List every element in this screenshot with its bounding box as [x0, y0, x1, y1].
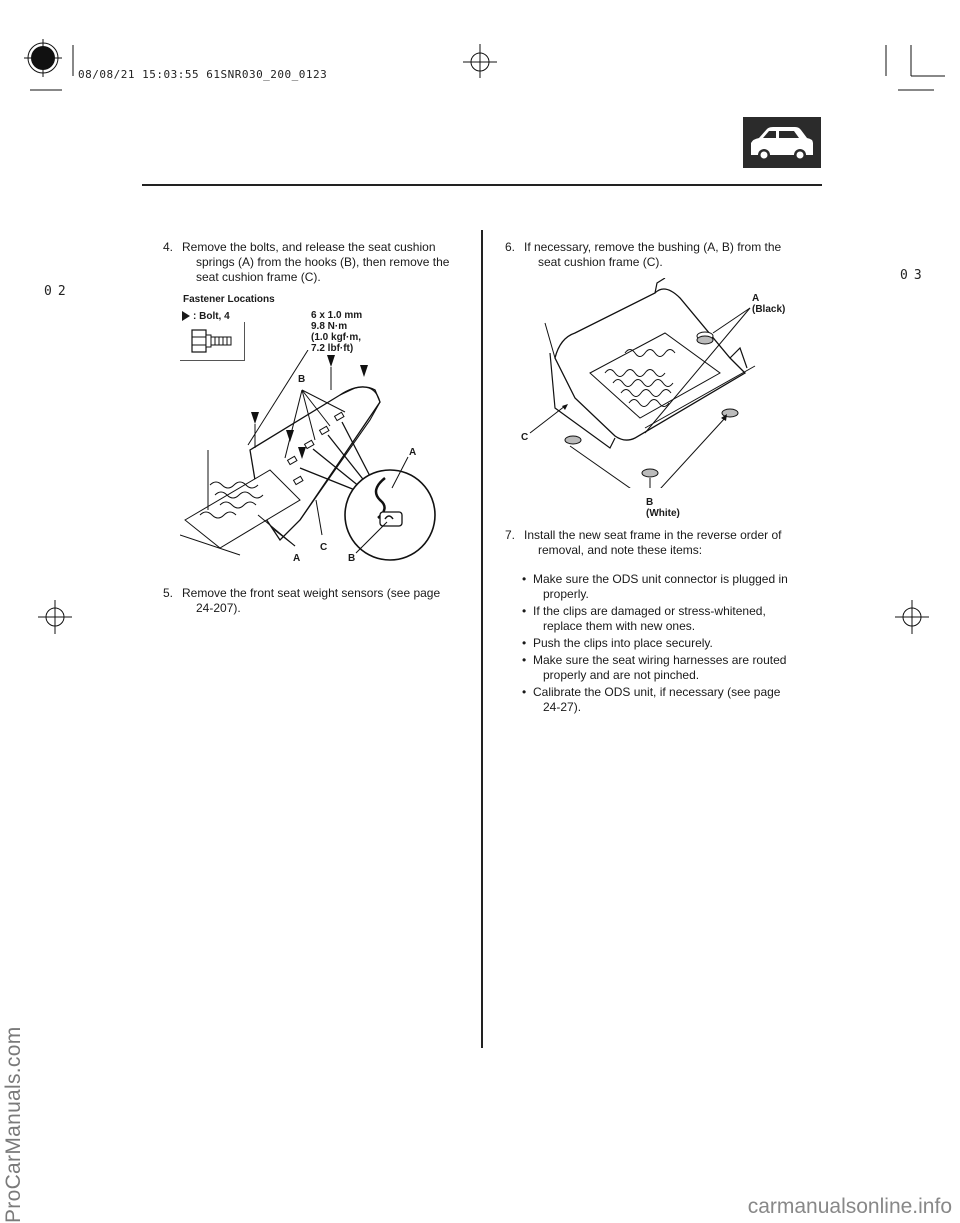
step-text-line: Remove the front seat weight sensors (see page [182, 586, 441, 600]
list-item: • Push the clips into place securely. [520, 636, 810, 651]
step-6 [505, 240, 805, 270]
callout-b-label: B [646, 497, 654, 508]
install-notes-list [520, 572, 810, 717]
step-text-line: removal, and note these items: [538, 543, 703, 557]
registration-mark-top-center [463, 44, 497, 78]
figure-title: Fastener Locations [183, 294, 275, 305]
side-watermark: ProCarManuals.com [2, 1026, 25, 1223]
bushing-a-black [697, 332, 713, 344]
step-7 [505, 528, 805, 558]
callout-b-white [646, 497, 680, 519]
torque-kgf: (1.0 kgf·m, [311, 332, 362, 343]
body-section-badge [743, 117, 821, 168]
torque-size: 6 x 1.0 mm [311, 310, 363, 321]
page-mark-right: 03 [900, 268, 928, 283]
bolt-legend [182, 311, 230, 322]
list-item: • Make sure the ODS unit connector is plugged in properly. [520, 572, 810, 602]
column-divider [481, 230, 483, 1048]
list-item: • If the clips are damaged or stress-whitened, replace them with new ones. [520, 604, 810, 634]
callout-a-color: (Black) [752, 304, 786, 315]
step-number: 4. [163, 240, 174, 254]
registration-mark-right [895, 600, 929, 634]
callout-b-color: (White) [646, 508, 680, 519]
step-text-line: 24-207). [196, 601, 241, 615]
callout-b-hooks: B [298, 374, 306, 385]
callout-b-bottom: B [348, 553, 356, 564]
step-text-line: springs (A) from the hooks (B), then remove the [196, 255, 450, 269]
step-number: 5. [163, 586, 174, 600]
seat-cushion-frame-illustration [180, 350, 470, 570]
step-text-line: Remove the bolts, and release the seat cushion [182, 240, 436, 254]
step-text-line: seat cushion frame (C). [196, 270, 321, 284]
callout-a-springs-top: A [409, 447, 417, 458]
list-item: • Calibrate the ODS unit, if necessary (see page 24-27). [520, 685, 810, 715]
step-text-line: Install the new seat frame in the reverse order of [524, 528, 782, 542]
footer-watermark: carmanualsonline.info [747, 1195, 952, 1218]
callout-a-springs-bottom: A [293, 553, 301, 564]
pointer-triangle-icon [182, 311, 190, 321]
registration-mark-top-left [24, 39, 62, 77]
callout-c-frame: C [320, 542, 328, 553]
bolt-legend-text: : Bolt, 4 [193, 311, 230, 322]
step-4 [163, 240, 463, 285]
callout-a-black [752, 293, 785, 315]
step-5 [163, 586, 463, 616]
list-item: • Make sure the seat wiring harnesses are routed properly and are not pinched. [520, 653, 810, 683]
step-text-line: seat cushion frame (C). [538, 255, 663, 269]
callout-c-frame: C [521, 432, 529, 443]
header-rule [142, 184, 822, 186]
registration-mark-left [38, 600, 72, 634]
car-body-icon [743, 117, 821, 168]
torque-lbf: 7.2 lbf·ft) [311, 343, 354, 354]
step-number: 6. [505, 240, 516, 254]
page-mark-left: 02 [44, 284, 72, 299]
step-number: 7. [505, 528, 516, 542]
torque-spec [311, 310, 362, 354]
step-text-line: If necessary, remove the bushing (A, B) from the [524, 240, 782, 254]
callout-a-label: A [752, 293, 760, 304]
print-timestamp: 08/08/21 15:03:55 61SNR030_200_0123 [78, 68, 328, 81]
torque-nm: 9.8 N·m [311, 321, 348, 332]
